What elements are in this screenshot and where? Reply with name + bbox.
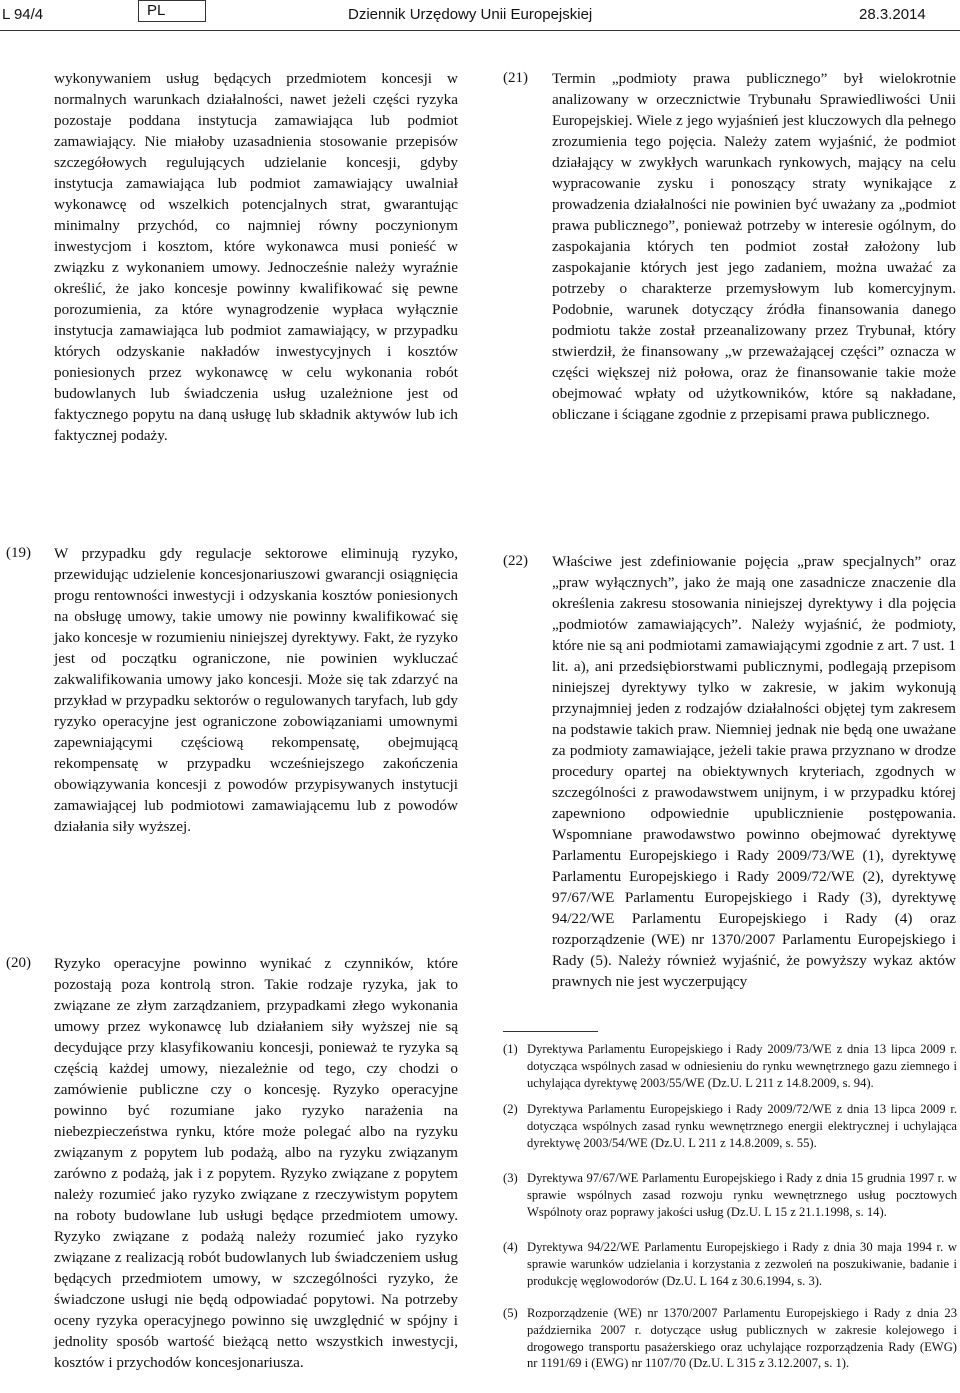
recital-number-19: (19) <box>6 545 31 561</box>
page-reference: L 94/4 <box>2 6 44 23</box>
recital-19-text: W przypadku gdy regulacje sektorowe eliminują ryzyko, przewidując udzielenie koncesjonariuszowi gwarancji osiągnięcia progu rentowności inwestycji i odzyskania kosztów poniesionych na obsługę umowy, takie umowy nie powinny kwalifikować się jako koncesje w rozumieniu niniejszej dyrektywy. Fakt, że ryzyko jest od początku ograniczone, nie powinien wykluczać zakwalifikowania umowy jako koncesji. Może się tak zdarzyć na przykład w przypadku sektorów o regulowanych taryfach, lub gdy ryzyko operacyjne jest ograniczone zobowiązaniami umownymi zapewniającymi częściową rekompensatę, obejmującą rekompensatę w przypadku wcześniejszego zakończenia obowiązywania koncesji z powodów przypisywanych instytucji zamawiającej lub podmiotowi zamawiającemu lub z powodów działania siły wyższej. <box>54 545 458 835</box>
footnote-number-5: (5) <box>503 1306 518 1320</box>
footnote-5-text: Rozporządzenie (WE) nr 1370/2007 Parlamentu Europejskiego i Rady z dnia 23 października 2007 r. dotyczące usług publicznych w zakresie kolejowego i drogowego transportu pasażerskiego oraz uchylające rozporządzenia Rady (EWG) nr 1191/69 i (EWG) nr 1107/70 (Dz.U. L 315 z 3.12.2007, s. 1). <box>527 1306 957 1371</box>
footnote-4-text: Dyrektywa 94/22/WE Parlamentu Europejskiego i Rady z dnia 30 maja 1994 r. w sprawie warunków udzielania i korzystania z zezwoleń na poszukiwanie, badanie i produkcję węglowodorów (Dz.U. L 164 z 30.6.1994, s. 3). <box>527 1240 957 1288</box>
footnote-number-2: (2) <box>503 1102 518 1116</box>
recital-20-text: Ryzyko operacyjne powinno wynikać z czynników, które pozostają poza kontrolą stron. Takie rodzaje ryzyka, jak to związane ze złym zarządzaniem, przypadkami złego wykonania umowy przez wykonawcę lub działaniem siły wyższej nie są decydujące przy klasyfikowaniu koncesji, ponieważ te ryzyka są częścią każdej umowy, niezależnie od tego, czy chodzi o zamówienie publiczne czy o koncesję. Ryzyko operacyjne powinno być rozumiane jako ryzyko narażenia na niebezpieczeństwa rynku, które może polegać albo na ryzyku związanym z popytem lub podażą, albo na ryzyku związanym zarówno z podażą, jak i z popytem. Ryzyko związane z popytem należy rozumieć jako ryzyko związane z rzeczywistym popytem na roboty budowlane lub usługi będące przedmiotem umowy. Ryzyko związane z podażą należy rozumieć jako ryzyko związane z realizacją robót budowlanych lub świadczeniem usług będących przedmiotem umowy, w szczególności ryzyko, że świadczone usługi nie będą odpowiadać popytowi. Na potrzeby oceny ryzyka operacyjnego powinno się uwzględnić w spójny i jednolity sposób wartość bieżącą netto wszystkich inwestycji, kosztów i przychodów koncesjonariusza. <box>54 955 458 1371</box>
footnote-3-text: Dyrektywa 97/67/WE Parlamentu Europejskiego i Rady z dnia 15 grudnia 1997 r. w sprawie wspólnych zasad rozwoju rynku wewnętrznego usług pocztowych Wspólnoty oraz poprawy jakości usług (Dz.U. L 15 z 21.1.1998, s. 14). <box>527 1171 957 1219</box>
footnote-2-text: Dyrektywa Parlamentu Europejskiego i Rady 2009/72/WE z dnia 13 lipca 2009 r. dotycząca wspólnych zasad rynku wewnętrznego energii elektrycznej i uchylająca dyrektywę 2003/54/WE (Dz.U. L 211 z 14.8.2009, s. 55). <box>527 1102 957 1150</box>
publication-date: 28.3.2014 <box>859 6 926 23</box>
page-header <box>0 0 960 30</box>
footnote-number-4: (4) <box>503 1240 518 1254</box>
recital-22-text: Właściwe jest zdefiniowanie pojęcia „praw specjalnych” oraz „praw wyłącznych”, jako że mają one zasadnicze znaczenie dla określenia zakresu stosowania niniejszej dyrektywy i dla pojęcia „podmiotów zamawiających”. Należy wyjaśnić, że podmioty, które nie są ani podmiotami zamawiającymi zgodnie z art. 7 ust. 1 lit. a), ani przedsiębiorstwami publicznymi, podlegają przepisom niniejszej dyrektywy tylko w zakresie, w jakim wykonują przynajmniej jeden z rodzajów działalności objętej tym zakresem na podstawie takich praw. Niemniej jednak nie będą one uważane za podmioty zamawiające, jeżeli takie prawa przyznano w drodze procedury opartej na obiektywnych kryteriach, zgodnych w szczególności z prawodawstwem unijnym, i w przypadku której zapewniono odpowiednie upublicznienie postępowania. Wspomniane prawodawstwo powinno obejmować dyrektywę Parlamentu Europejskiego i Rady 2009/73/WE (1), dyrektywę Parlamentu Europejskiego i Rady 2009/72/WE (2), dyrektywę 97/67/WE Parlamentu Europejskiego i Rady (3), dyrektywę 94/22/WE Parlamentu Europejskiego i Rady (4) oraz rozporządzenie (WE) nr 1370/2007 Parlamentu Europejskiego i Rady (5). Należy również wyjaśnić, że powyższy wykaz aktów prawnych nie jest wyczerpujący <box>552 553 956 990</box>
language-badge: PL <box>138 0 206 22</box>
footnote-1-text: Dyrektywa Parlamentu Europejskiego i Rady 2009/73/WE z dnia 13 lipca 2009 r. dotycząca wspólnych zasad w odniesieniu do rynku wewnętrznego gazu ziemnego i uchylająca dyrektywę 2003/55/WE (Dz.U. L 211 z 14.8.2009, s. 94). <box>527 1042 957 1090</box>
recital-number-22: (22) <box>503 553 528 569</box>
journal-title: Dziennik Urzędowy Unii Europejskiej <box>348 6 593 23</box>
recital-number-21: (21) <box>503 70 528 86</box>
footnote-number-3: (3) <box>503 1171 518 1185</box>
recital-number-20: (20) <box>6 955 31 971</box>
footnote-rule <box>503 1031 598 1032</box>
footnote-number-1: (1) <box>503 1042 518 1056</box>
header-rule <box>0 30 960 31</box>
recital-21-text: Termin „podmioty prawa publicznego” był wielokrotnie analizowany w orzecznictwie Trybunału Sprawiedliwości Unii Europejskiej. Wiele z jego wyjaśnień jest kluczowych dla pełnego zrozumienia tego pojęcia. Należy zatem wyjaśnić, że podmiot działający w zwykłych warunkach rynkowych, mający na celu wypracowanie zysku i ponoszący straty wynikające z prowadzenia działalności nie powinien być uważany za „podmiot prawa publicznego”, ponieważ potrzeby w interesie ogólnym, do zaspokajania których ten podmiot został założony lub zaspokajanie których jest jego zadaniem, można uważać za potrzeby o charakterze przemysłowym lub komercyjnym. Podobnie, warunek dotyczący źródła finansowania danego podmiotu także został przeanalizowany przez Trybunał, który stwierdził, że finansowany „w przeważającej części” oznacza w części większej niż połowa, oraz że finansowanie takie może obejmować wpłaty od użytkowników, które są nakładane, obliczane i ściągane zgodnie z przepisami prawa publicznego. <box>552 70 956 423</box>
continuation-paragraph: wykonywaniem usług będących przedmiotem koncesji w normalnych warunkach działalności, nawet jeżeli części ryzyka pozostaje poddana instytucja zamawiająca lub podmiot zamawiający. Nie miałoby uzasadnienia stosowanie przepisów szczegółowych regulujących udzielanie koncesji, gdyby instytucja zamawiająca lub podmiot zamawiający uwalniał wykonawcę od wszelkich potencjalnych strat, gwarantując minimalny przychód, co najmniej równy poczynionym inwestycjom i kosztom, które wykonawca musi ponieść w związku z wykonaniem umowy. Jednocześnie należy wyraźnie określić, że jako koncesje powinny kwalifikować się pewne porozumienia, za które wynagrodzenie wypłaca wyłącznie instytucja zamawiająca lub podmiot zamawiający, w przypadku których odzyskanie nakładów inwestycyjnych i kosztów poniesionych przez wykonawcę w celu wykonania robót budowlanych lub świadczenia usług uzależnione jest od faktycznego popytu na daną usługę lub składnik aktywów lub ich faktycznej podaży. <box>54 70 458 444</box>
